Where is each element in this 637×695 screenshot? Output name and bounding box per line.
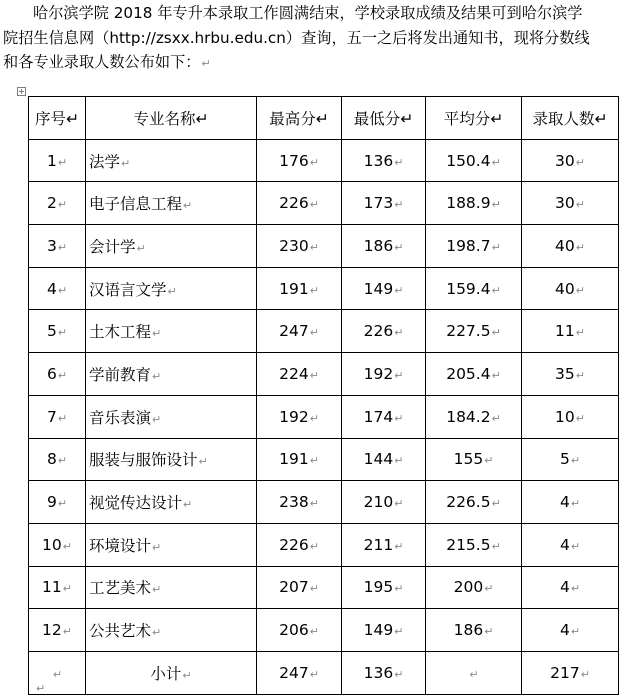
cell-avg: 226.5↵ [426, 481, 522, 524]
subtotal-max: 247↵ [257, 651, 342, 694]
cell-count: 35↵ [522, 353, 619, 396]
cell-max: 191↵ [257, 438, 342, 481]
cell-avg: 205.4↵ [426, 353, 522, 396]
cell-name: 服装与服饰设计↵ [86, 438, 257, 481]
table-row [29, 182, 619, 225]
cell-name: 视觉传达设计↵ [86, 481, 257, 524]
cell-avg: 150.4↵ [426, 139, 522, 182]
cell-avg: 186↵ [426, 609, 522, 652]
cell-avg: 159.4↵ [426, 267, 522, 310]
header-name: 专业名称↵ [86, 97, 257, 140]
cell-max: 192↵ [257, 395, 342, 438]
intro-line-1: 哈尔滨学院 2018 年专升本录取工作圆满结束，学校录取成绩及结果可到哈尔滨学 [33, 4, 583, 22]
cell-name: 音乐表演↵ [86, 395, 257, 438]
table-row [29, 566, 619, 609]
cell-count: 30↵ [522, 182, 619, 225]
subtotal-count: 217↵ [522, 651, 619, 694]
subtotal-row [29, 651, 619, 694]
cell-min: 192↵ [342, 353, 426, 396]
header-max: 最高分↵ [257, 97, 342, 140]
table-row [29, 395, 619, 438]
cell-no: 1↵ [29, 139, 86, 182]
cell-max: 226↵ [257, 523, 342, 566]
header-min: 最低分↵ [342, 97, 426, 140]
subtotal-no: ↵ [29, 651, 86, 694]
cell-max: 238↵ [257, 481, 342, 524]
cell-count: 30↵ [522, 139, 619, 182]
cell-name: 电子信息工程↵ [86, 182, 257, 225]
cell-count: 40↵ [522, 225, 619, 268]
cell-name: 学前教育↵ [86, 353, 257, 396]
cell-count: 40↵ [522, 267, 619, 310]
table-row [29, 225, 619, 268]
cell-max: 191↵ [257, 267, 342, 310]
cell-no: 10↵ [29, 523, 86, 566]
cell-no: 3↵ [29, 225, 86, 268]
cell-avg: 188.9↵ [426, 182, 522, 225]
cell-min: 210↵ [342, 481, 426, 524]
cell-avg: 155↵ [426, 438, 522, 481]
subtotal-min: 136↵ [342, 651, 426, 694]
table-row [29, 438, 619, 481]
cell-max: 247↵ [257, 310, 342, 353]
header-count: 录取人数↵ [522, 97, 619, 140]
intro-paragraph [0, 0, 637, 77]
cell-count: 5↵ [522, 438, 619, 481]
cell-name: 法学↵ [86, 139, 257, 182]
cell-min: 186↵ [342, 225, 426, 268]
table-row [29, 353, 619, 396]
intro-line-3: 和各专业录取人数公布如下：↵ [3, 53, 211, 71]
cell-no: 4↵ [29, 267, 86, 310]
end-paragraph-mark: ↵ [36, 682, 46, 695]
cell-min: 136↵ [342, 139, 426, 182]
cell-min: 173↵ [342, 182, 426, 225]
cell-no: 12↵ [29, 609, 86, 652]
cell-no: 9↵ [29, 481, 86, 524]
paragraph-mark: ↵ [201, 57, 211, 70]
table-row [29, 139, 619, 182]
cell-count: 11↵ [522, 310, 619, 353]
cell-name: 公共艺术↵ [86, 609, 257, 652]
table-row [29, 310, 619, 353]
cell-no: 11↵ [29, 566, 86, 609]
intro-line-2: 院招生信息网（http://zsxx.hrbu.edu.cn）查询，五一之后将发出通知书，现将分数线 [3, 28, 590, 47]
cell-max: 230↵ [257, 225, 342, 268]
cell-no: 2↵ [29, 182, 86, 225]
cell-name: 土木工程↵ [86, 310, 257, 353]
cell-avg: 184.2↵ [426, 395, 522, 438]
cell-count: 4↵ [522, 609, 619, 652]
table-header-row [29, 97, 619, 140]
cell-min: 174↵ [342, 395, 426, 438]
subtotal-label: 小计↵ [86, 651, 257, 694]
cell-no: 6↵ [29, 353, 86, 396]
cell-min: 195↵ [342, 566, 426, 609]
cell-name: 会计学↵ [86, 225, 257, 268]
header-avg: 平均分↵ [426, 97, 522, 140]
cell-max: 176↵ [257, 139, 342, 182]
cell-max: 206↵ [257, 609, 342, 652]
cell-max: 226↵ [257, 182, 342, 225]
cell-min: 211↵ [342, 523, 426, 566]
cell-avg: 198.7↵ [426, 225, 522, 268]
cell-avg: 215.5↵ [426, 523, 522, 566]
table-row [29, 481, 619, 524]
cell-avg: 200↵ [426, 566, 522, 609]
cell-name: 环境设计↵ [86, 523, 257, 566]
cell-avg: 227.5↵ [426, 310, 522, 353]
table-row [29, 523, 619, 566]
cell-count: 4↵ [522, 523, 619, 566]
cell-max: 207↵ [257, 566, 342, 609]
cell-min: 226↵ [342, 310, 426, 353]
cell-min: 149↵ [342, 267, 426, 310]
cell-no: 8↵ [29, 438, 86, 481]
table-row [29, 267, 619, 310]
admission-table [28, 96, 619, 695]
subtotal-avg: ↵ [426, 651, 522, 694]
cell-name: 汉语言文学↵ [86, 267, 257, 310]
cell-max: 224↵ [257, 353, 342, 396]
cell-min: 144↵ [342, 438, 426, 481]
cell-no: 7↵ [29, 395, 86, 438]
cell-min: 149↵ [342, 609, 426, 652]
cell-count: 4↵ [522, 566, 619, 609]
cell-name: 工艺美术↵ [86, 566, 257, 609]
cell-count: 10↵ [522, 395, 619, 438]
table-row [29, 609, 619, 652]
header-no: 序号↵ [29, 97, 86, 140]
cell-count: 4↵ [522, 481, 619, 524]
table-move-handle-icon[interactable] [17, 87, 26, 96]
cell-no: 5↵ [29, 310, 86, 353]
